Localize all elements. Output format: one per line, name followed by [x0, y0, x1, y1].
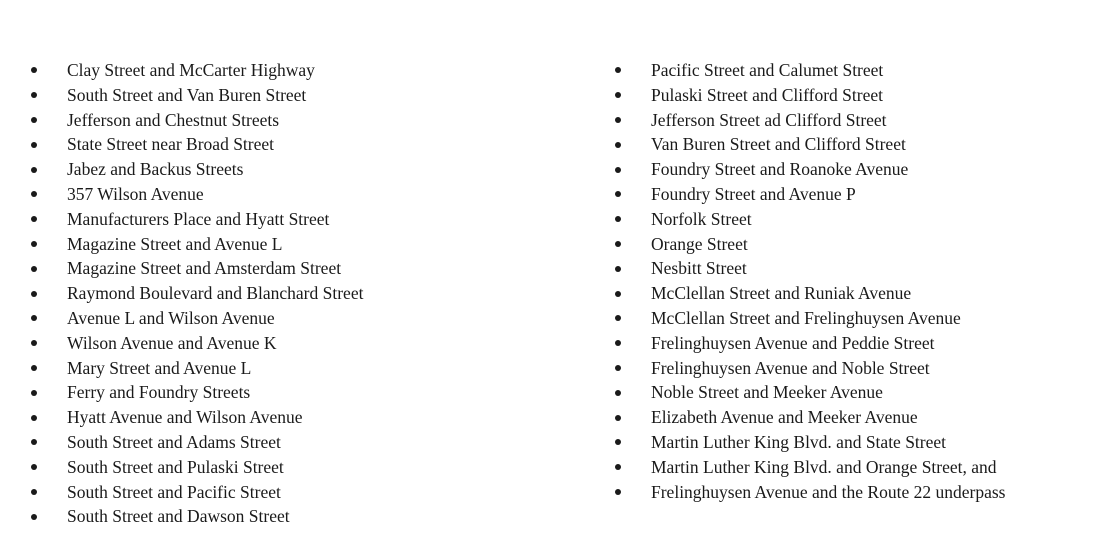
list-item-text: Hyatt Avenue and Wilson Avenue: [67, 407, 303, 428]
list-item-text: Mary Street and Avenue L: [67, 357, 252, 378]
list-item: [28, 504, 363, 529]
bullet-icon: [615, 340, 621, 346]
list-item: [612, 281, 1005, 306]
list-item-text: Frelinghuysen Avenue and Peddie Street: [651, 332, 935, 353]
list-item: [28, 281, 363, 306]
list-item: [28, 256, 363, 281]
list-item-text: Martin Luther King Blvd. and State Street: [651, 431, 947, 452]
list-item-text: State Street near Broad Street: [67, 134, 275, 155]
list-item-text: Magazine Street and Avenue L: [67, 233, 283, 254]
list-item-text: Nesbitt Street: [651, 258, 747, 279]
bullet-icon: [615, 142, 621, 148]
list-item-text: McClellan Street and Frelinghuysen Avenue: [651, 307, 961, 328]
right-bullet-list: [612, 58, 1005, 504]
list-item-text: Norfolk Street: [651, 208, 752, 229]
bullet-icon: [31, 315, 37, 321]
list-item-text: Manufacturers Place and Hyatt Street: [67, 208, 330, 229]
list-item: [612, 232, 1005, 257]
bullet-icon: [31, 67, 37, 73]
bullet-icon: [31, 216, 37, 222]
bullet-icon: [31, 117, 37, 123]
bullet-icon: [615, 415, 621, 421]
list-item: [612, 207, 1005, 232]
bullet-icon: [31, 489, 37, 495]
list-item: [612, 108, 1005, 133]
list-item: [612, 405, 1005, 430]
bullet-icon: [615, 439, 621, 445]
bullet-icon: [615, 191, 621, 197]
list-item: [612, 182, 1005, 207]
list-item: [612, 430, 1005, 455]
list-item-text: Van Buren Street and Clifford Street: [651, 134, 906, 155]
bullet-icon: [615, 291, 621, 297]
bullet-icon: [31, 340, 37, 346]
list-item: [28, 380, 363, 405]
bullet-icon: [31, 142, 37, 148]
list-item: [28, 182, 363, 207]
list-item-text: South Street and Van Buren Street: [67, 84, 307, 105]
bullet-icon: [615, 117, 621, 123]
list-item-text: South Street and Dawson Street: [67, 506, 290, 527]
list-item-text: Jabez and Backus Streets: [67, 159, 244, 180]
list-item: [28, 83, 363, 108]
list-item: [28, 455, 363, 480]
list-item-text: Frelinghuysen Avenue and the Route 22 underpass: [651, 481, 1006, 502]
list-item-text: Elizabeth Avenue and Meeker Avenue: [651, 407, 918, 428]
list-item-text: Pacific Street and Calumet Street: [651, 60, 884, 80]
bullet-icon: [31, 390, 37, 396]
list-item-text: South Street and Pulaski Street: [67, 456, 284, 477]
list-item-text: Avenue L and Wilson Avenue: [67, 307, 275, 328]
bullet-icon: [31, 241, 37, 247]
list-item: [28, 480, 363, 505]
bullet-icon: [31, 514, 37, 520]
list-item-text: Orange Street: [651, 233, 748, 254]
bullet-icon: [615, 241, 621, 247]
list-item: [28, 157, 363, 182]
list-item: [28, 405, 363, 430]
list-item: [612, 256, 1005, 281]
bullet-icon: [31, 266, 37, 272]
list-item: [28, 232, 363, 257]
list-item-text: South Street and Adams Street: [67, 431, 281, 452]
list-item-text: Pulaski Street and Clifford Street: [651, 84, 884, 105]
bullet-icon: [615, 390, 621, 396]
list-item-text: Foundry Street and Roanoke Avenue: [651, 159, 909, 180]
list-item-text: Jefferson and Chestnut Streets: [67, 109, 280, 130]
list-item: [612, 83, 1005, 108]
left-bullet-list: [28, 58, 363, 529]
bullet-icon: [31, 415, 37, 421]
list-item: [612, 306, 1005, 331]
list-item: [28, 356, 363, 381]
list-item: [612, 331, 1005, 356]
list-item-text: Foundry Street and Avenue P: [651, 183, 856, 204]
list-item-text: McClellan Street and Runiak Avenue: [651, 283, 912, 304]
bullet-icon: [31, 167, 37, 173]
list-item: [28, 207, 363, 232]
list-item-text: Magazine Street and Amsterdam Street: [67, 258, 342, 279]
bullet-icon: [615, 266, 621, 272]
list-item-text: Noble Street and Meeker Avenue: [651, 382, 883, 403]
bullet-icon: [615, 92, 621, 98]
list-item-text: South Street and Pacific Street: [67, 481, 281, 502]
list-item: [612, 157, 1005, 182]
list-item: [28, 430, 363, 455]
list-item: [28, 58, 363, 83]
list-item-text: Ferry and Foundry Streets: [67, 382, 251, 403]
list-item: [612, 455, 1005, 480]
bullet-icon: [615, 464, 621, 470]
bullet-icon: [31, 365, 37, 371]
bullet-icon: [31, 191, 37, 197]
bullet-icon: [615, 67, 621, 73]
list-item-text: Raymond Boulevard and Blanchard Street: [67, 283, 364, 304]
list-item: [612, 356, 1005, 381]
list-item: [28, 306, 363, 331]
list-item: [28, 331, 363, 356]
list-item: [612, 380, 1005, 405]
list-item: [28, 132, 363, 157]
list-item-text: Jefferson Street ad Clifford Street: [651, 109, 887, 130]
bullet-icon: [31, 92, 37, 98]
list-item: [612, 58, 1005, 83]
list-item-text: Martin Luther King Blvd. and Orange Street, and: [651, 456, 997, 477]
list-item: [612, 132, 1005, 157]
list-item-text: Frelinghuysen Avenue and Noble Street: [651, 357, 930, 378]
bullet-icon: [615, 167, 621, 173]
bullet-icon: [31, 439, 37, 445]
bullet-icon: [615, 365, 621, 371]
list-item-text: Clay Street and McCarter Highway: [67, 60, 315, 80]
list-item-text: 357 Wilson Avenue: [67, 183, 204, 204]
bullet-icon: [615, 315, 621, 321]
list-item: [28, 108, 363, 133]
bullet-icon: [31, 291, 37, 297]
bullet-icon: [615, 216, 621, 222]
bullet-icon: [31, 464, 37, 470]
list-item-text: Wilson Avenue and Avenue K: [67, 332, 277, 353]
list-item: [612, 480, 1005, 505]
bullet-icon: [615, 489, 621, 495]
document-page: [0, 58, 1095, 538]
